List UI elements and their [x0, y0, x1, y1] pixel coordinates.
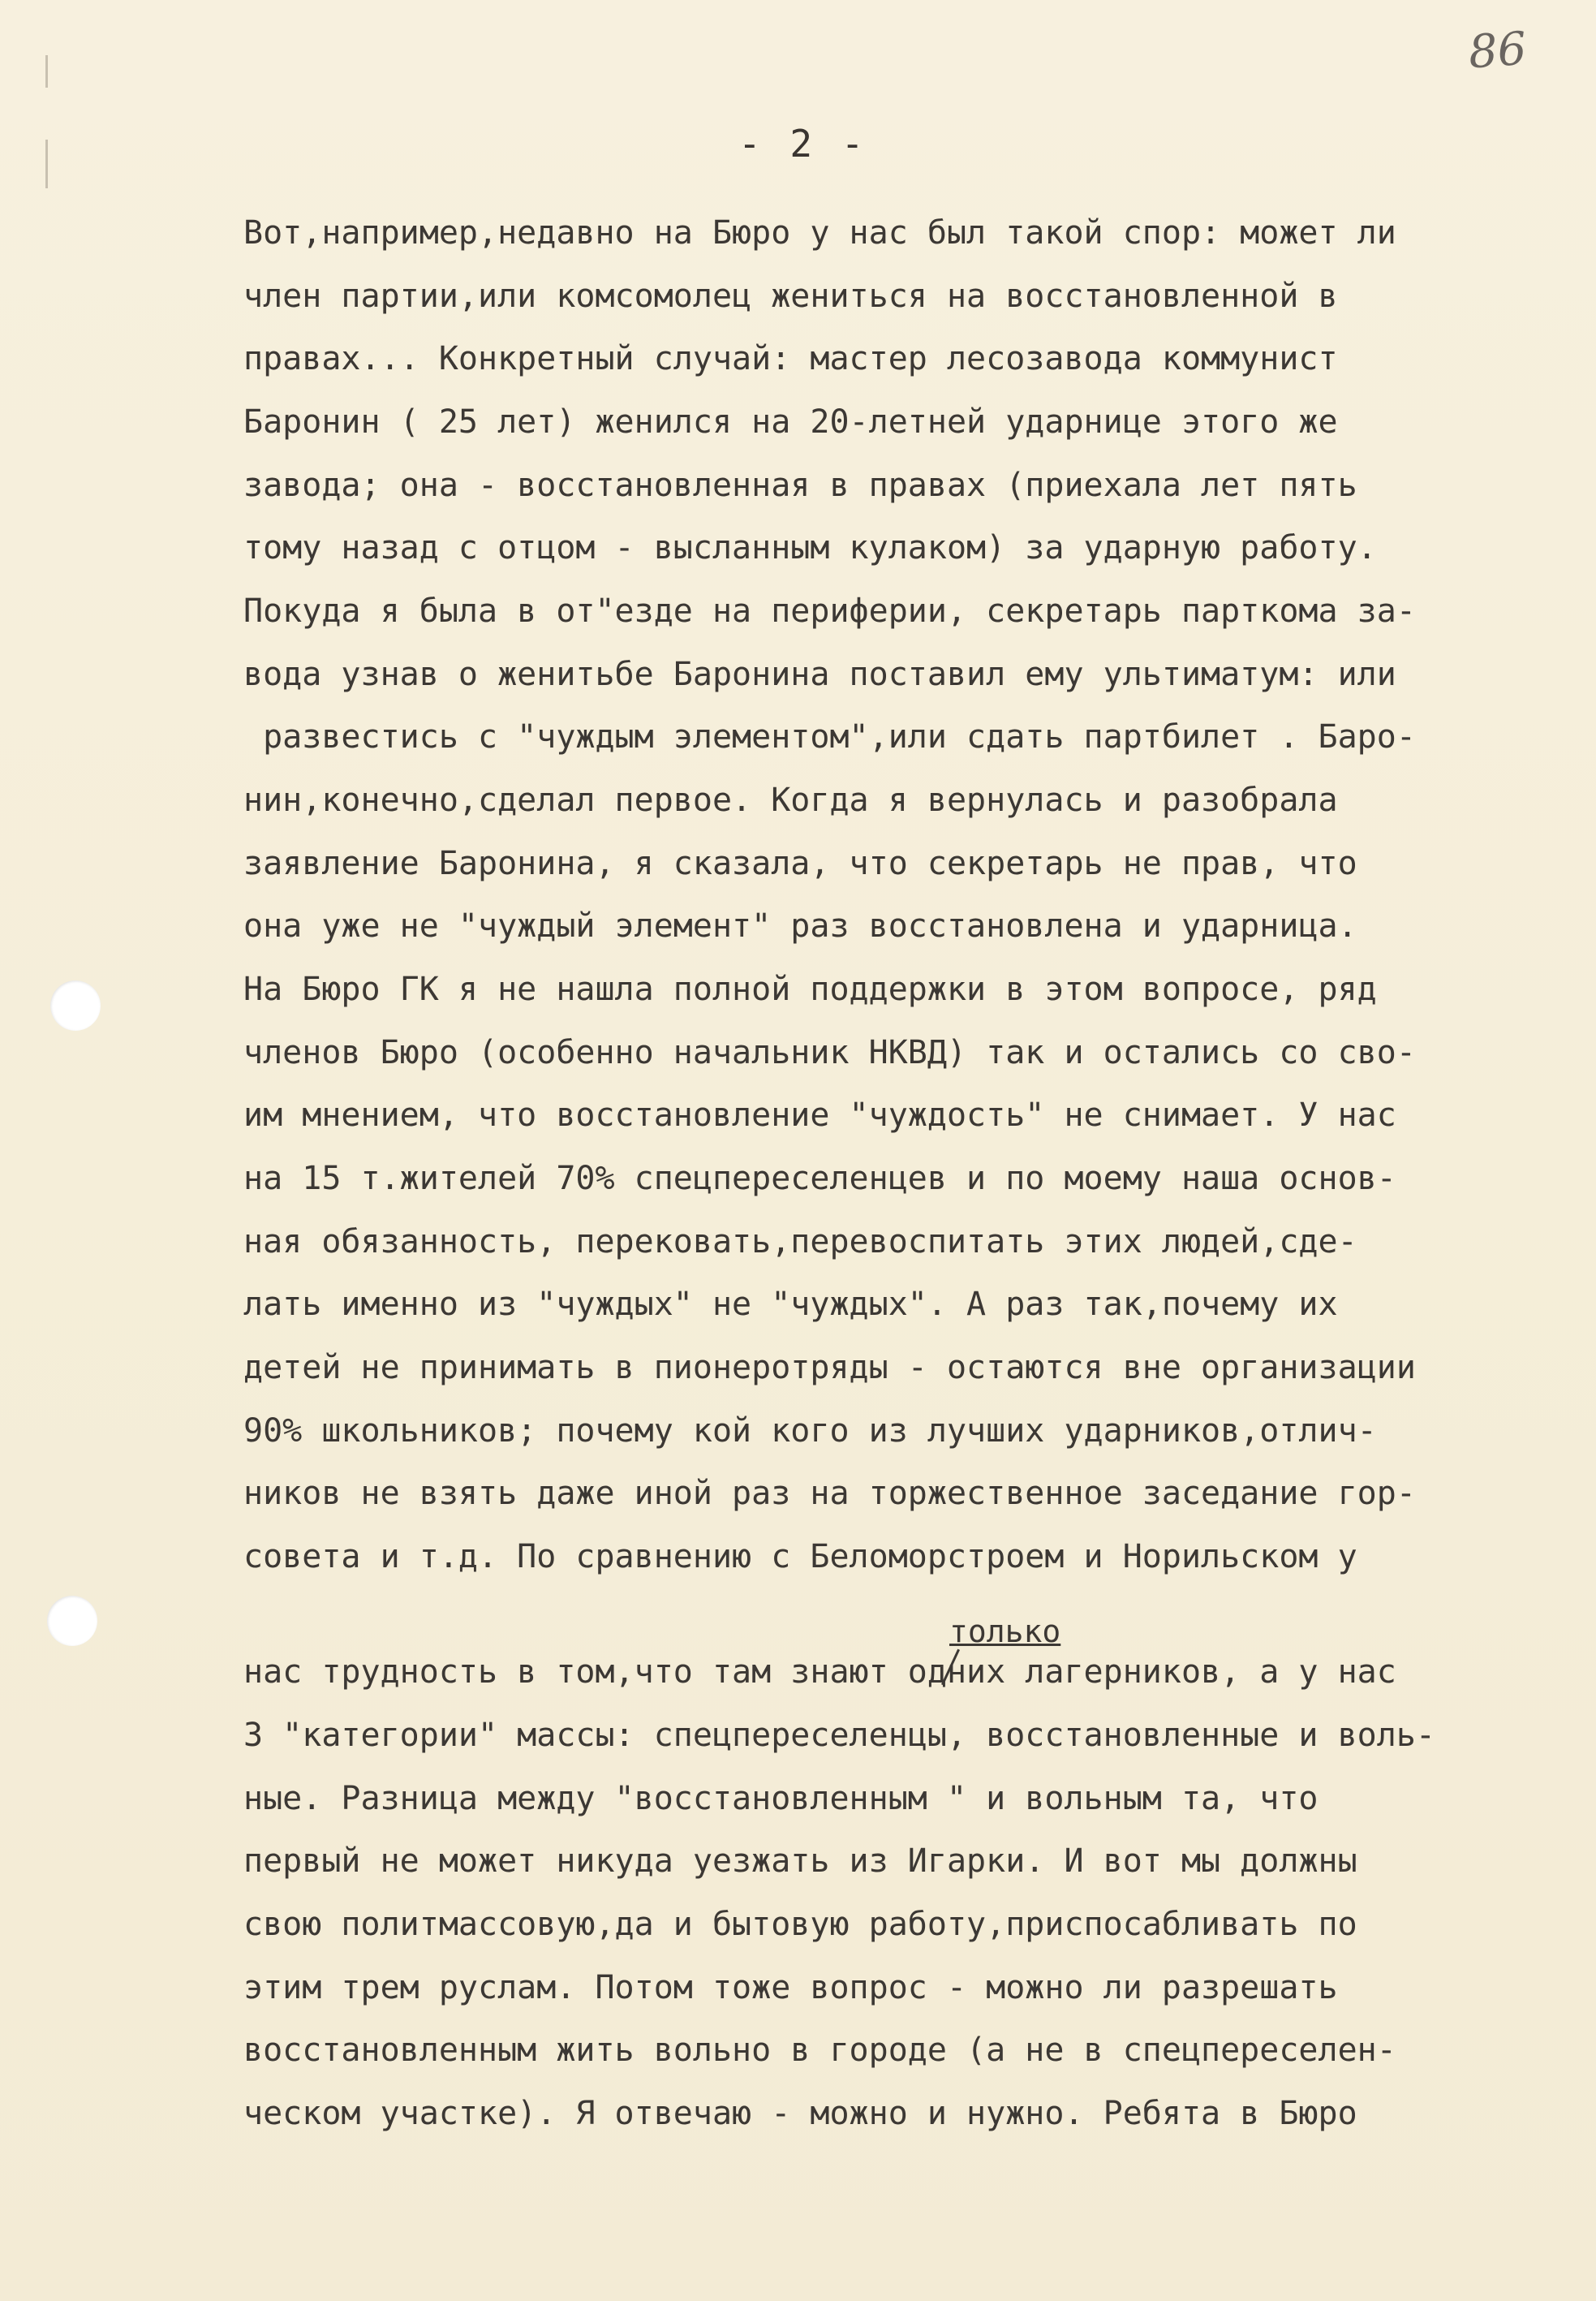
text-line: Вот,например,недавно на Бюро у нас был такой спор: может ли — [243, 214, 1396, 252]
text-line: 3 "категории" массы: спецпереселенцы, восстановленные и воль- — [243, 1717, 1436, 1754]
text-line: членов Бюро (особенно начальник НКВД) так и остались со сво- — [243, 1034, 1416, 1071]
text-line: на 15 т.жителей 70% спецпереселенцев и по моему наша основ- — [243, 1160, 1396, 1197]
margin-mark — [45, 55, 48, 88]
text-line: развестись с "чуждым элементом",или сдать партбилет . Баро- — [243, 718, 1416, 756]
text-line: ников не взять даже иной раз на торжественное заседание гор- — [243, 1475, 1416, 1512]
text-line: детей не принимать в пионеротряды - остаются вне организации — [243, 1349, 1416, 1386]
text-line: 90% школьников; почему кой кого из лучших ударников,отлич- — [243, 1412, 1377, 1450]
text-line: нас трудность в том,что там знают одних лагерников, а у нас — [243, 1653, 1396, 1691]
text-line: ные. Разница между "восстановленным " и вольным та, что — [243, 1780, 1319, 1817]
text-line: вода узнав о женитьбе Баронина поставил ему ультиматум: или — [243, 656, 1396, 693]
text-line: заявление Баронина, я сказала, что секретарь не прав, что — [243, 845, 1357, 882]
text-line: ная обязанность, перековать,перевоспитать этих людей,сде- — [243, 1223, 1357, 1260]
text-line: нин,конечно,сделал первое. Когда я вернулась и разобрала — [243, 782, 1338, 819]
text-line: правах... Конкретный случай: мастер лесозавода коммунист — [243, 340, 1338, 377]
text-line: член партии,или комсомолец жениться на восстановленной в — [243, 278, 1338, 315]
archive-page-number: 86 — [1466, 22, 1529, 80]
text-line: восстановленным жить вольно в городе (а не в спецпереселен- — [243, 2032, 1396, 2069]
text-line: ческом участке). Я отвечаю - можно и нужно. Ребята в Бюро — [243, 2095, 1357, 2132]
text-line: этим трем руслам. Потом тоже вопрос - можно ли разрешать — [243, 1969, 1338, 2006]
text-line: свою политмассовую,да и бытовую работу,приспосабливать по — [243, 1906, 1357, 1943]
page-number: - 2 - — [738, 122, 867, 166]
text-line: завода; она - восстановленная в правах (приехала лет пять — [243, 467, 1357, 504]
text-line: тому назад с отцом - высланным кулаком) за ударную работу. — [243, 529, 1377, 567]
text-line: На Бюро ГК я не нашла полной поддержки в этом вопросе, ряд — [243, 971, 1377, 1008]
text-line: совета и т.д. По сравнению с Беломорстроем и Норильском у — [243, 1538, 1357, 1575]
punch-hole — [47, 1596, 97, 1646]
text-line: Баронин ( 25 лет) женился на 20-летней ударнице этого же — [243, 403, 1338, 441]
text-line: им мнением, что восстановление "чуждость" не снимает. У нас — [243, 1097, 1396, 1134]
text-line: первый не может никуда уезжать из Игарки. И вот мы должны — [243, 1842, 1357, 1880]
text-line: Покуда я была в от"езде на периферии, секретарь парткома за- — [243, 592, 1416, 630]
text-line: она уже не "чуждый элемент" раз восстановлена и ударница. — [243, 907, 1357, 945]
punch-hole — [50, 980, 101, 1031]
text-line: лать именно из "чуждых" не "чуждых". А раз так,почему их — [243, 1286, 1338, 1323]
interline-insertion: только — [949, 1614, 1061, 1649]
margin-mark — [45, 140, 48, 188]
